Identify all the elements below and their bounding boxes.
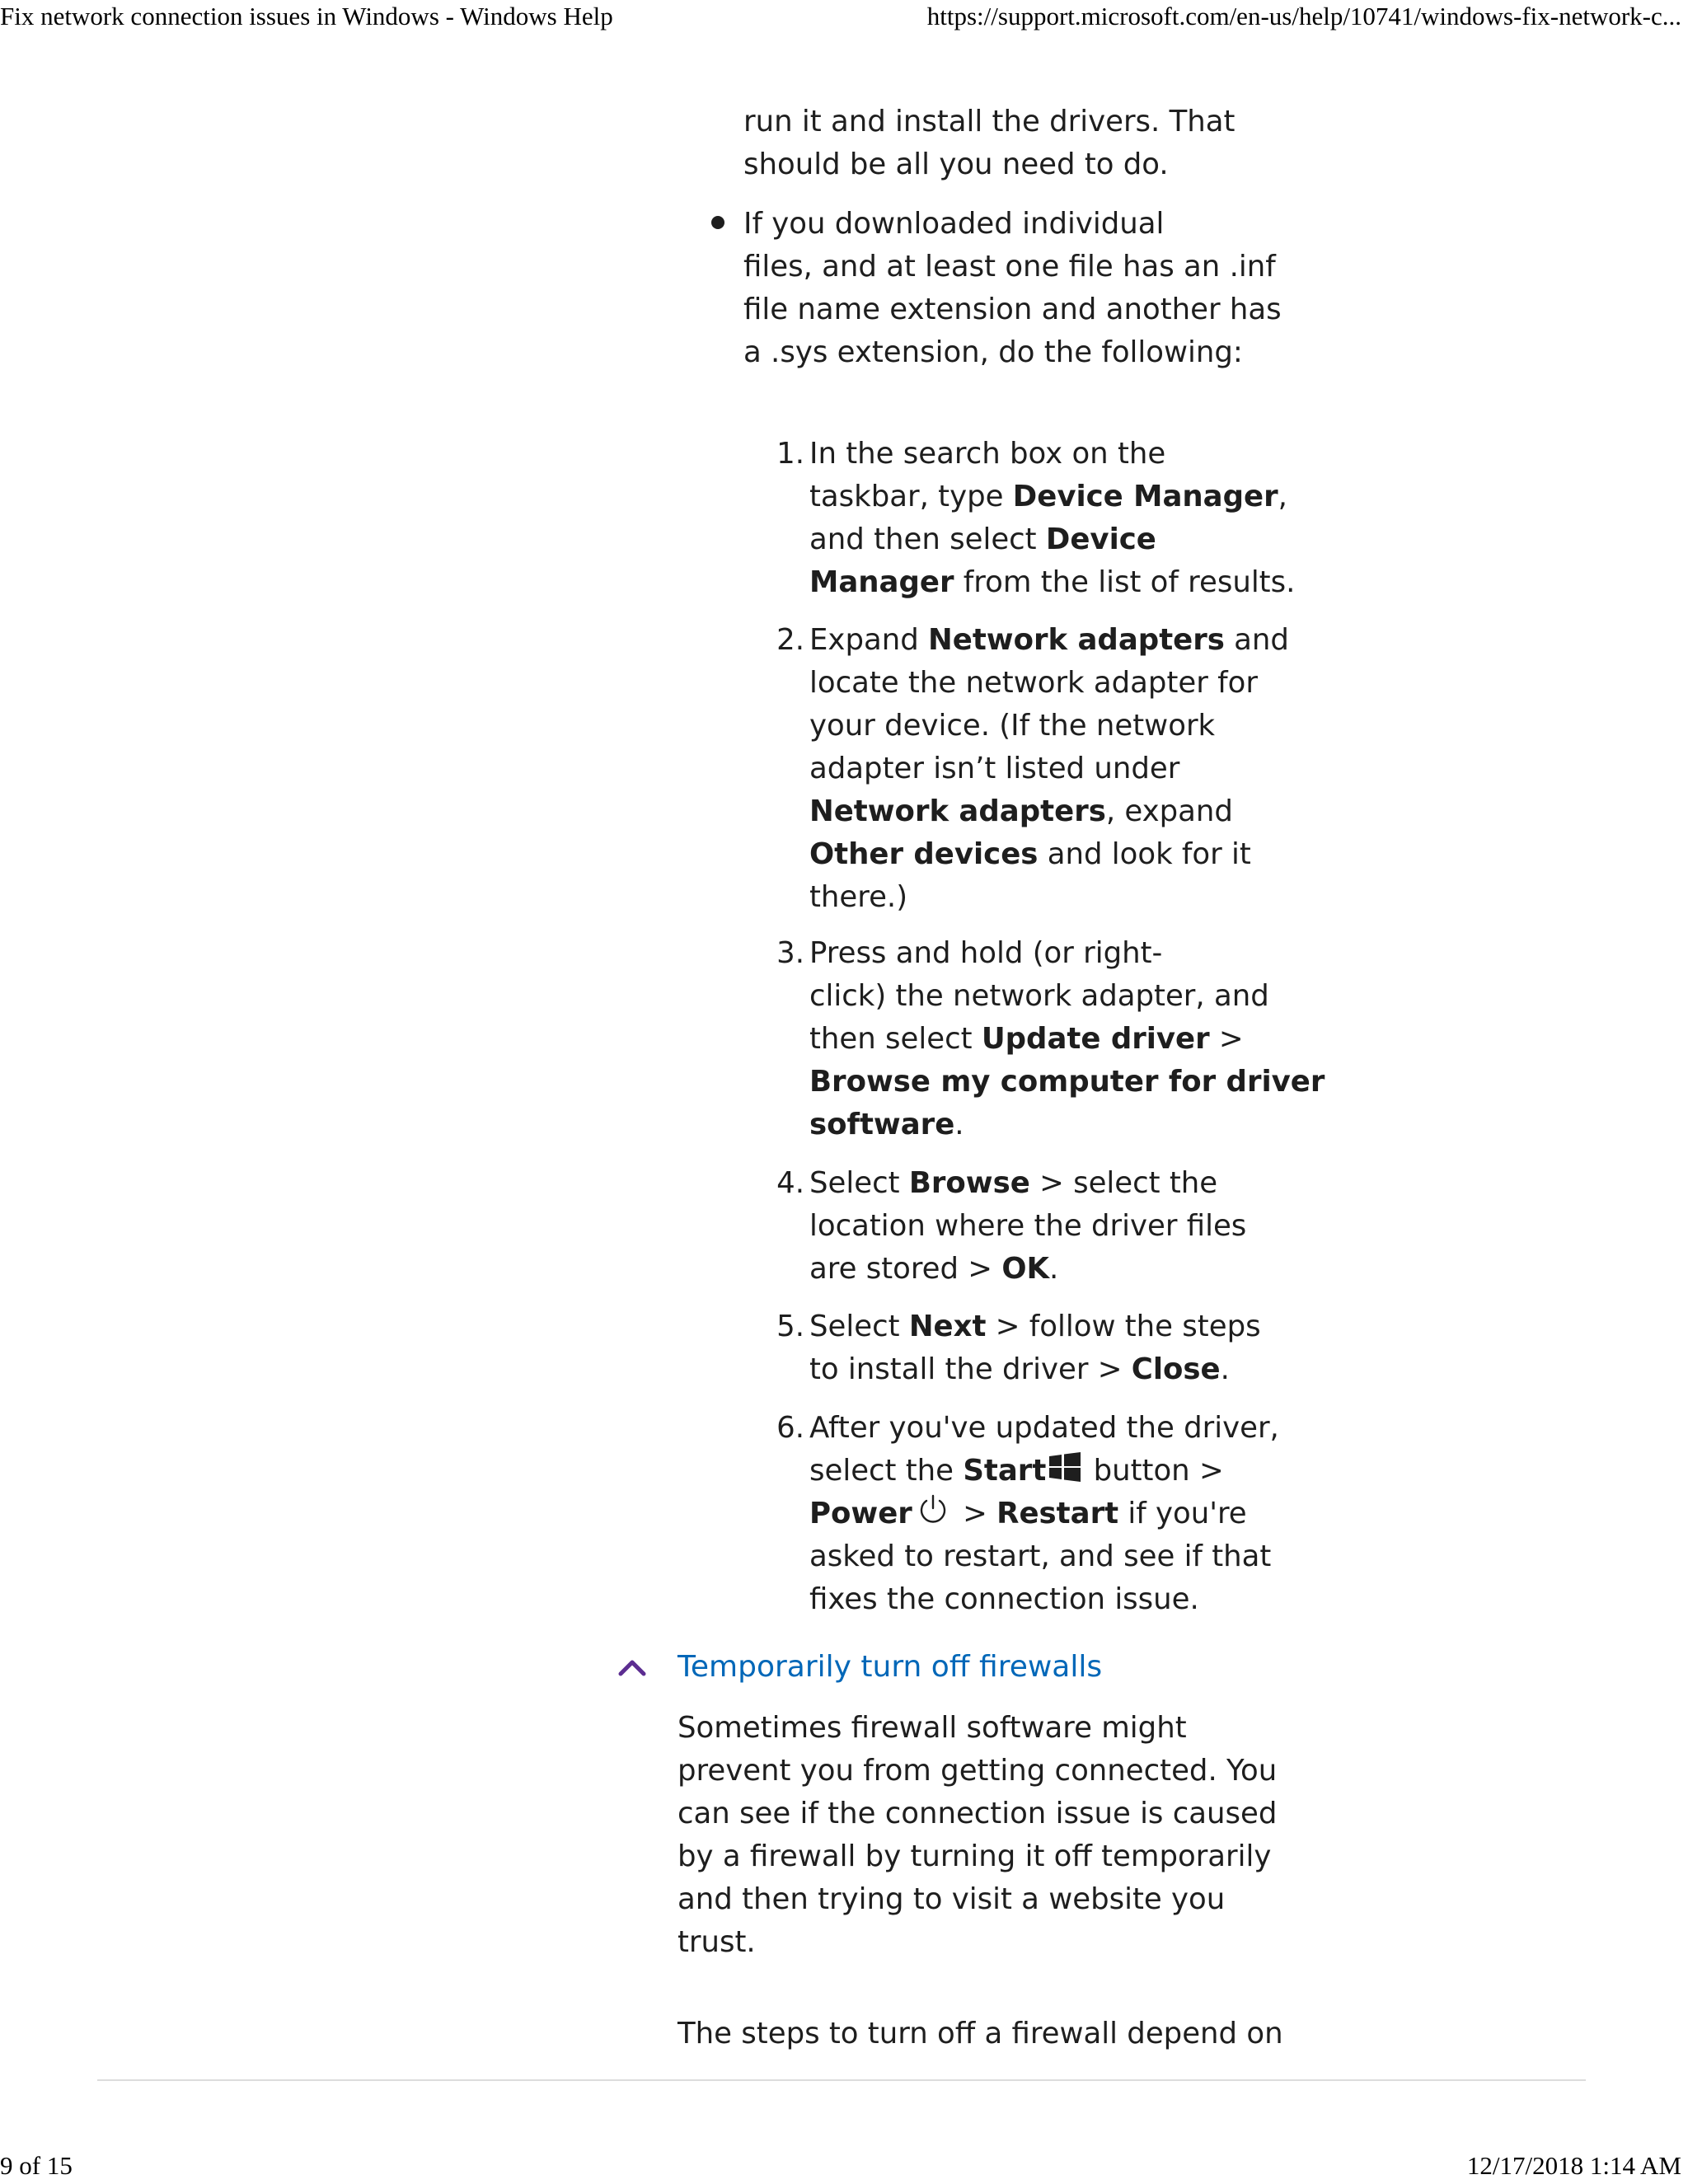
step-number: 1. [776,437,804,471]
text-line: Select Browse > select the [809,1166,1218,1200]
intro-paragraph [743,101,1235,186]
page-number: 9 of 15 [0,2151,73,2180]
bullet-marker [711,216,724,229]
text-line: click) the network adapter, and [809,979,1269,1013]
firewall-paragraph [678,1707,1277,1964]
text-line: run it and install the drivers. That [743,105,1236,138]
text-line: and then select Device [809,523,1156,556]
text-line: After you've updated the driver, [809,1411,1279,1445]
print-header [0,2,1688,35]
text-line: Select Next > follow the steps [809,1310,1261,1343]
print-datetime: 12/17/2018 1:14 AM [1466,2151,1681,2180]
text-line: by a firewall by turning it off temporarily [678,1840,1272,1873]
step-number: 2. [776,623,804,657]
chevron-up-icon[interactable] [618,1658,646,1676]
text-line: are stored > OK. [809,1252,1059,1286]
text-line: should be all you need to do. [743,148,1169,181]
text-line: locate the network adapter for [809,666,1258,700]
text-line: your device. (If the network [809,709,1216,743]
text-line: Expand Network adapters and [809,623,1289,657]
text-line: can see if the connection issue is caused [678,1797,1278,1830]
text-line: The steps to turn off a firewall depend on [678,2017,1283,2050]
step-number: 6. [776,1411,804,1445]
section-toggle-firewalls[interactable]: Temporarily turn off firewalls [678,1650,1103,1684]
text-line: Press and hold (or right- [809,936,1163,970]
step-number: 4. [776,1166,804,1200]
text-line: select the Start button > [809,1454,1224,1488]
text-line: Manager from the list of results. [809,565,1296,599]
text-line: location where the driver files [809,1209,1247,1243]
power-icon [917,1493,949,1526]
text-line: Power > Restart if you're [809,1493,1279,1535]
page-divider [97,2079,1586,2081]
text-line: a .sys extension, do the following: [743,335,1243,369]
text-line: file name extension and another has [743,293,1282,326]
text-line: files, and at least one file has an .inf [743,250,1276,284]
print-footer [0,2151,1688,2184]
step-2 [809,619,1289,919]
text-line: prevent you from getting connected. You [678,1754,1278,1788]
text-line: taskbar, type Device Manager, [809,480,1287,513]
text-line: Sometimes firewall software might [678,1711,1187,1745]
text-line: In the search box on the [809,437,1166,471]
step-1 [809,433,1295,604]
text-line: and then trying to visit a website you [678,1882,1226,1916]
text-line: trust. [678,1925,756,1959]
text-line: adapter isn’t listed under [809,752,1180,785]
windows-logo-icon [1049,1452,1081,1482]
step-5 [809,1305,1261,1391]
step-3 [809,932,1325,1146]
text-line: Other devices and look for it [809,837,1251,871]
step-4 [809,1162,1246,1291]
page-url: https://support.microsoft.com/en-us/help/10741/windows-fix-network-c... [926,2,1681,30]
text-line: If you downloaded individual [743,207,1165,241]
text-line: Network adapters, expand [809,794,1233,828]
text-line: fixes the connection issue. [809,1582,1199,1616]
firewall-paragraph-2 [678,2013,1283,2055]
page-title: Fix network connection issues in Windows - Windows Help [0,2,613,30]
step-number: 3. [776,936,804,970]
text-line: there.) [809,880,908,914]
text-line: asked to restart, and see if that [809,1540,1272,1573]
text-line: to install the driver > Close. [809,1352,1230,1386]
text-line: Browse my computer for driver [809,1065,1325,1099]
bullet-item [743,203,1282,374]
text-line: then select Update driver > [809,1022,1244,1056]
text-line: software. [809,1108,964,1141]
step-6 [809,1407,1279,1621]
step-number: 5. [776,1310,804,1343]
